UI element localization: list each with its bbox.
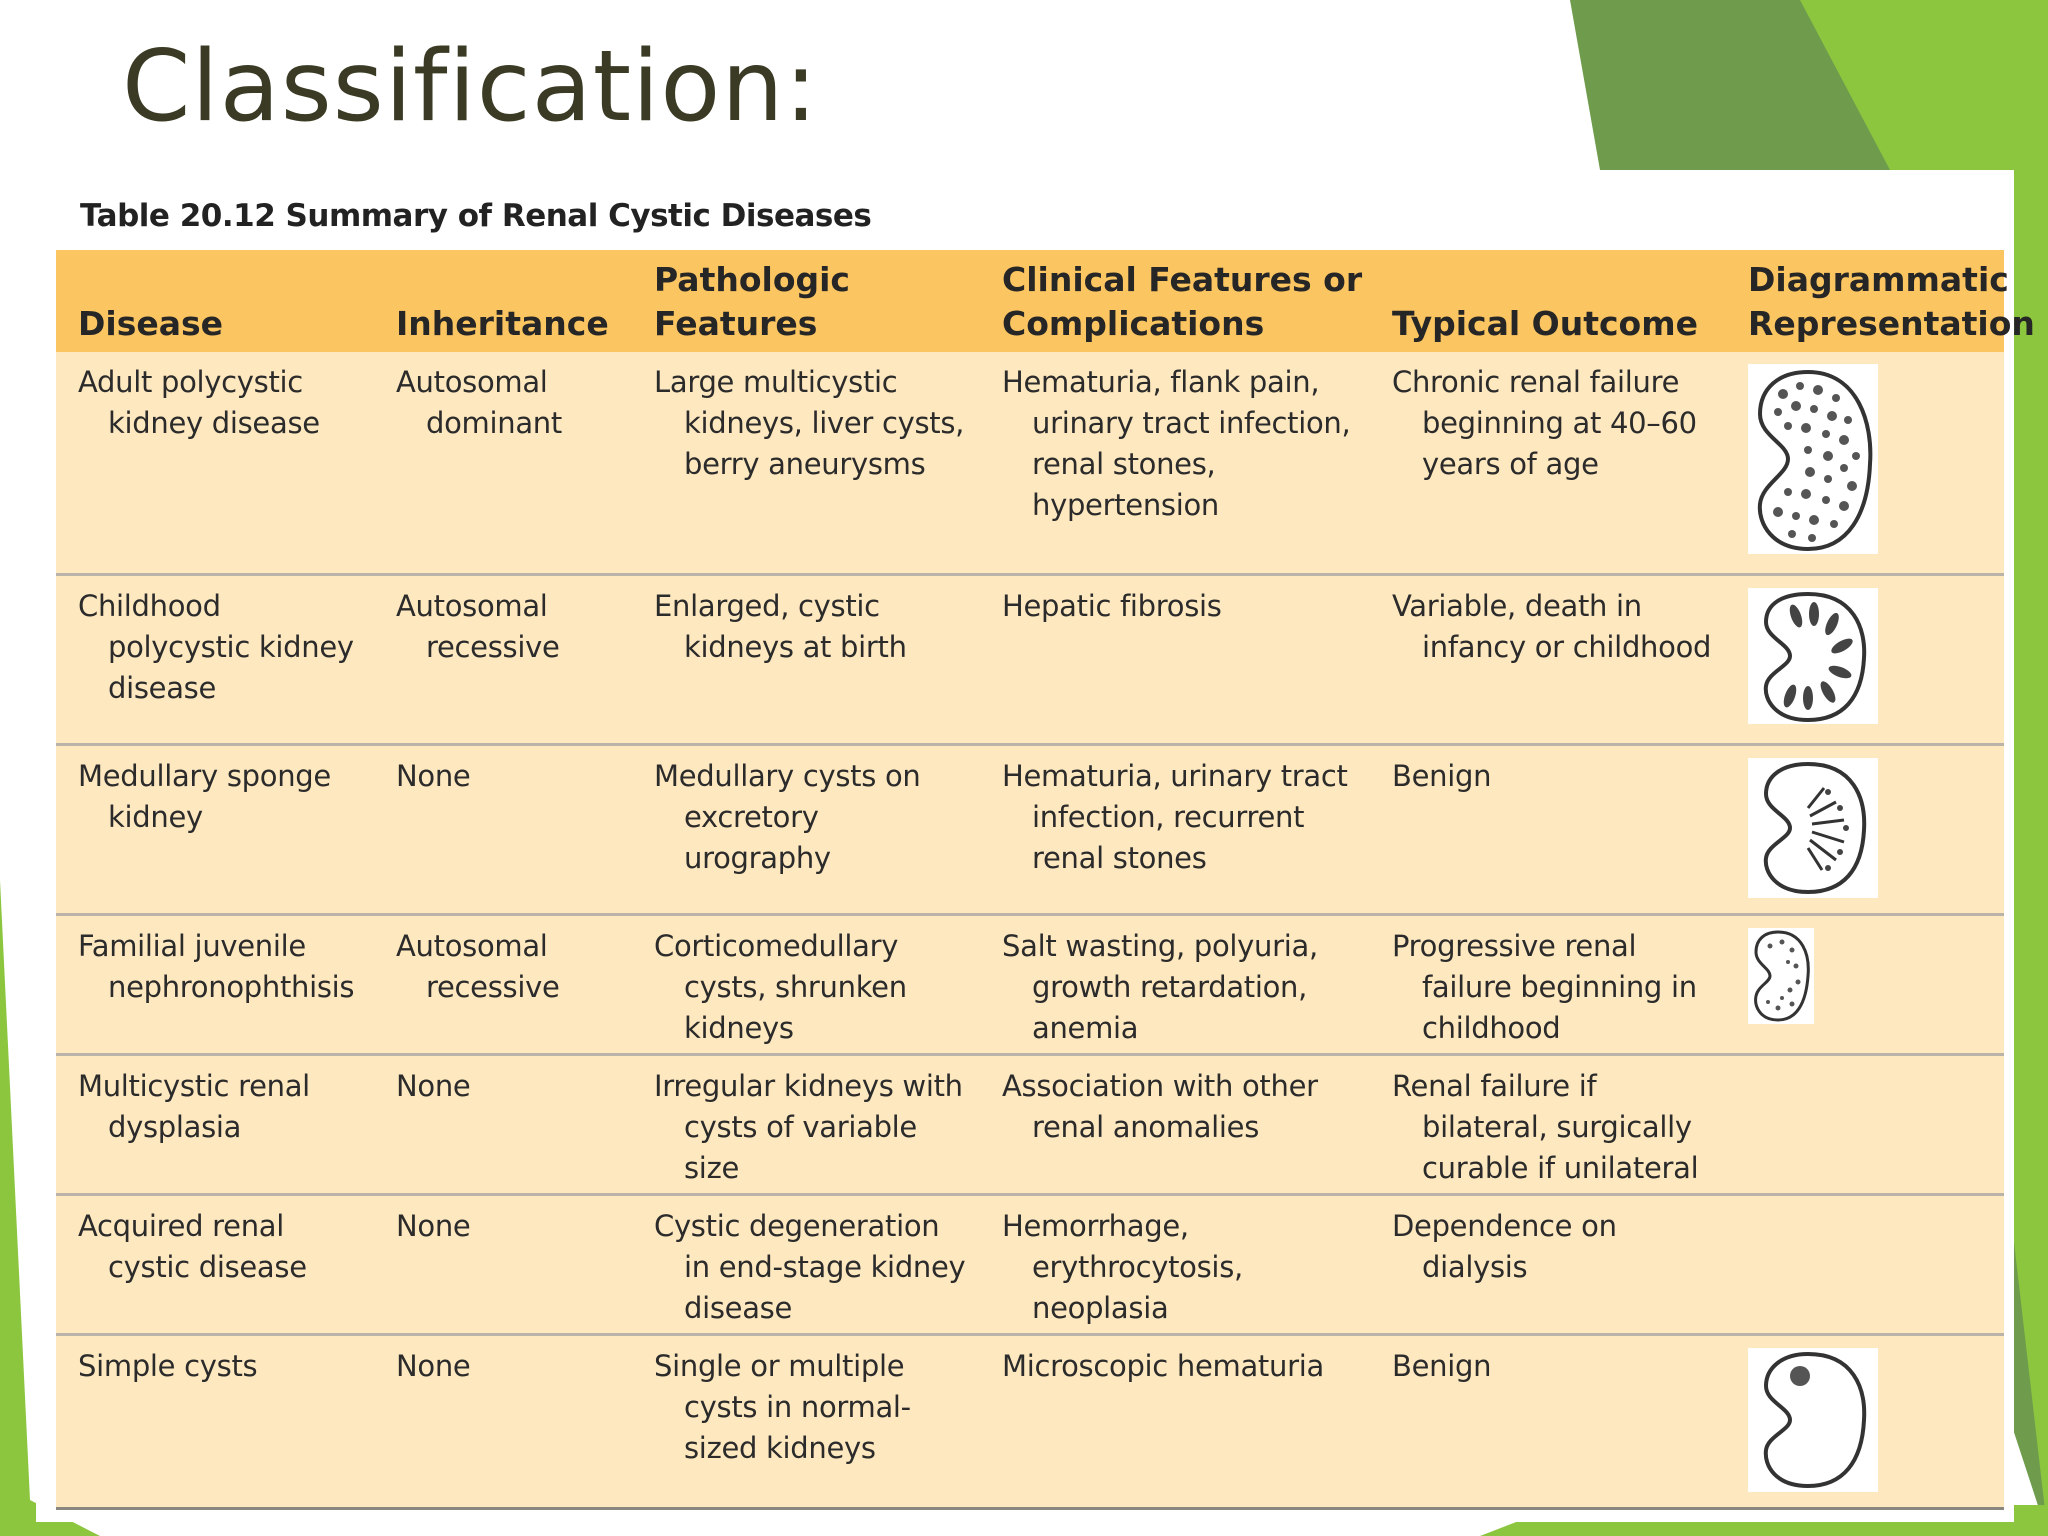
cell-outcome: Benign — [1392, 1349, 1492, 1383]
cell-outcome: Chronic renal failure beginning at 40–60 years of age — [1392, 365, 1697, 481]
header-clinical: Clinical Features or Complications — [1002, 260, 1363, 343]
cell-inheritance: None — [396, 759, 471, 793]
cell-inheritance: Autosomal recessive — [396, 929, 560, 1004]
cell-clinical: Association with other renal anomalies — [1002, 1069, 1318, 1144]
table-row — [56, 746, 2004, 916]
cell-disease: Adult polycystic kidney disease — [78, 365, 320, 440]
renal-cystic-table — [56, 250, 2035, 1510]
cell-pathologic: Medullary cysts on excretory urography — [654, 759, 921, 875]
table-row — [56, 352, 2004, 576]
kidney-many-cysts-icon — [1748, 364, 1878, 554]
cell-clinical: Salt wasting, polyuria, growth retardation, anemia — [1002, 929, 1318, 1045]
cell-clinical: Hepatic fibrosis — [1002, 589, 1222, 623]
kidney-radial-cysts-icon — [1748, 588, 1878, 724]
cell-pathologic: Irregular kidneys with cysts of variable size — [654, 1069, 963, 1185]
cell-disease: Familial juvenile nephronophthisis — [78, 929, 355, 1004]
header-pathologic: Pathologic Features — [654, 260, 850, 343]
cell-pathologic: Corticomedullary cysts, shrunken kidneys — [654, 929, 907, 1045]
table-row — [56, 1336, 2004, 1510]
cell-clinical: Hematuria, flank pain, urinary tract infection, renal stones, hypertension — [1002, 365, 1351, 522]
cell-clinical: Hemorrhage, erythrocytosis, neoplasia — [1002, 1209, 1243, 1325]
cell-disease: Medullary sponge kidney — [78, 759, 331, 834]
header-inheritance: Inheritance — [396, 304, 609, 343]
cell-disease: Acquired renal cystic disease — [78, 1209, 307, 1284]
header-outcome: Typical Outcome — [1392, 304, 1698, 343]
cell-disease: Simple cysts — [78, 1349, 258, 1383]
table-header-row — [56, 250, 2035, 352]
table-row — [56, 1196, 2004, 1336]
table-row — [56, 1056, 2004, 1196]
table-caption: Table 20.12 Summary of Renal Cystic Diseases — [80, 198, 872, 234]
cell-pathologic: Single or multiple cysts in normal-sized kidneys — [654, 1349, 911, 1465]
cell-disease: Childhood polycystic kidney disease — [78, 589, 354, 705]
kidney-medullary-cysts-icon — [1748, 758, 1878, 898]
cell-inheritance: None — [396, 1209, 471, 1243]
cell-inheritance: Autosomal dominant — [396, 365, 562, 440]
table-panel — [36, 170, 2035, 1522]
cell-pathologic: Cystic degeneration in end-stage kidney disease — [654, 1209, 966, 1325]
cell-inheritance: None — [396, 1069, 471, 1103]
cell-outcome: Progressive renal failure beginning in childhood — [1392, 929, 1697, 1045]
header-diagram: Diagrammatic Representation — [1748, 260, 2035, 343]
cell-inheritance: None — [396, 1349, 471, 1383]
cell-outcome: Variable, death in infancy or childhood — [1392, 589, 1712, 664]
table-row — [56, 916, 2004, 1056]
cell-clinical: Hematuria, urinary tract infection, recurrent renal stones — [1002, 759, 1348, 875]
table-row — [56, 576, 2004, 746]
header-disease: Disease — [78, 304, 224, 343]
slide-title: Classification: — [122, 30, 819, 144]
cell-outcome: Benign — [1392, 759, 1492, 793]
kidney-small-cysts-icon — [1748, 928, 1814, 1024]
cell-pathologic: Enlarged, cystic kidneys at birth — [654, 589, 907, 664]
cell-clinical: Microscopic hematuria — [1002, 1349, 1324, 1383]
cell-pathologic: Large multicystic kidneys, liver cysts, berry aneurysms — [654, 365, 965, 481]
cell-outcome: Renal failure if bilateral, surgically curable if unilateral — [1392, 1069, 1699, 1185]
cell-inheritance: Autosomal recessive — [396, 589, 560, 664]
cell-outcome: Dependence on dialysis — [1392, 1209, 1617, 1284]
kidney-single-cyst-icon — [1748, 1348, 1878, 1492]
cell-disease: Multicystic renal dysplasia — [78, 1069, 310, 1144]
